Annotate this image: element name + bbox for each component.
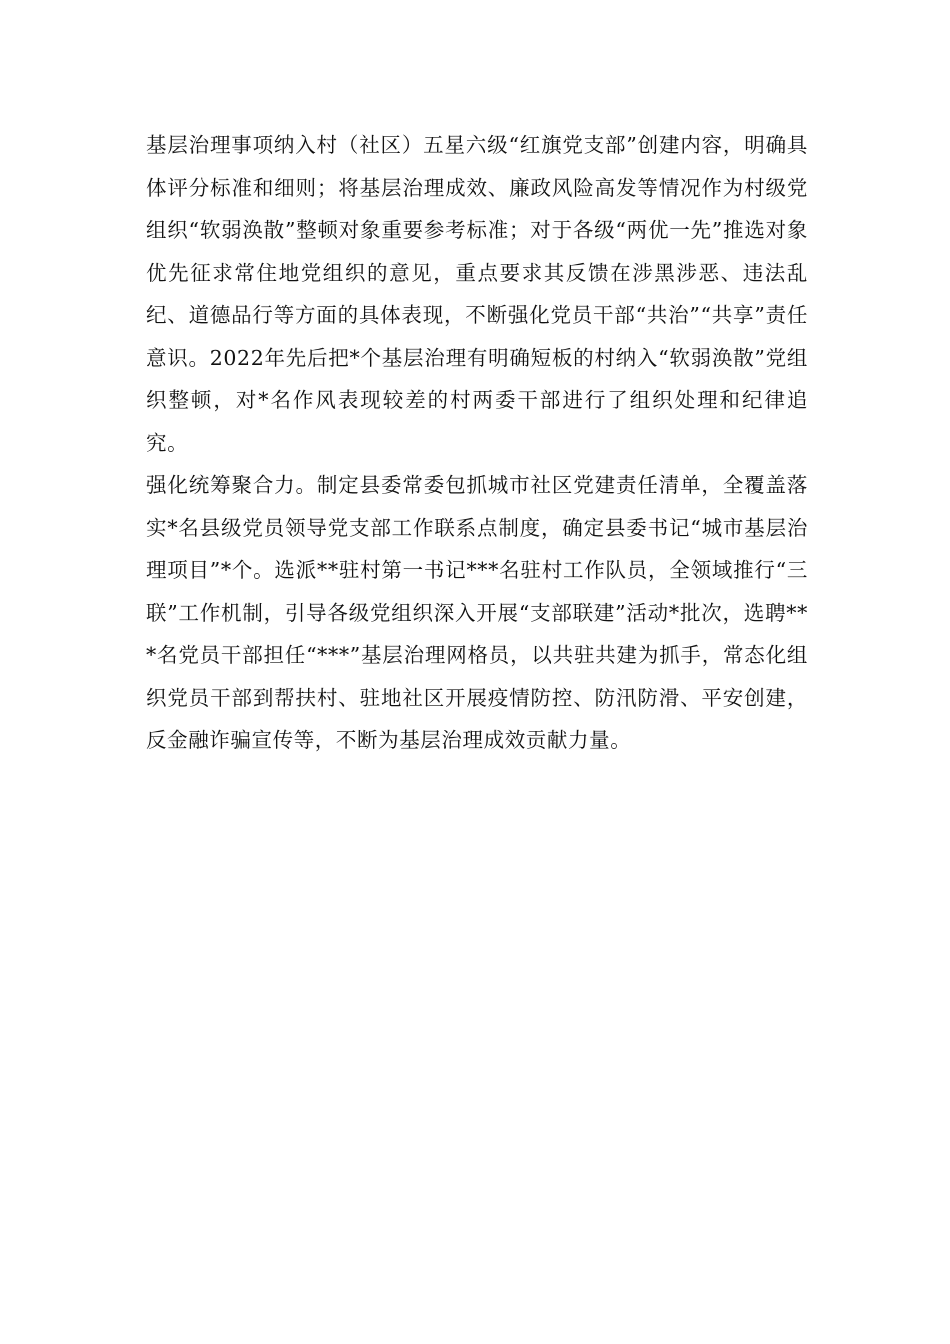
body-paragraph-2: 强化统筹聚合力。制定县委常委包抓城市社区党建责任清单，全覆盖落实*名县级党员领导党支部工作联系点制度，确定县委书记“城市基层治理项目”*个。选派**驻村第一书记***名驻村工作队员，全领域推行“三联”工作机制，引导各级党组织深入开展“支部联建”活动*批次，选聘***名党员干部担任“***”基层治理网格员，以共驻共建为抓手，常态化组织党员干部到帮扶村、驻地社区开展疫情防控、防汛防滑、平安创建，反金融诈骗宣传等，不断为基层治理成效贡献力量。 [146,473,808,752]
body-paragraph-1: 基层治理事项纳入村（社区）五星六级“红旗党支部”创建内容，明确具体评分标准和细则；将基层治理成效、廉政风险高发等情况作为村级党组织“软弱涣散”整顿对象重要参考标准；对于各级“两优一先”推选对象优先征求常住地党组织的意见，重点要求其反馈在涉黑涉恶、违法乱纪、道德品行等方面的具体表现，不断强化党员干部“共治”“共享”责任意识。2022年先后把*个基层治理有明确短板的村纳入“软弱涣散”党组织整顿，对*名作风表现较差的村两委干部进行了组织处理和纪律追究。 [146,133,808,455]
document-body [146,124,808,762]
